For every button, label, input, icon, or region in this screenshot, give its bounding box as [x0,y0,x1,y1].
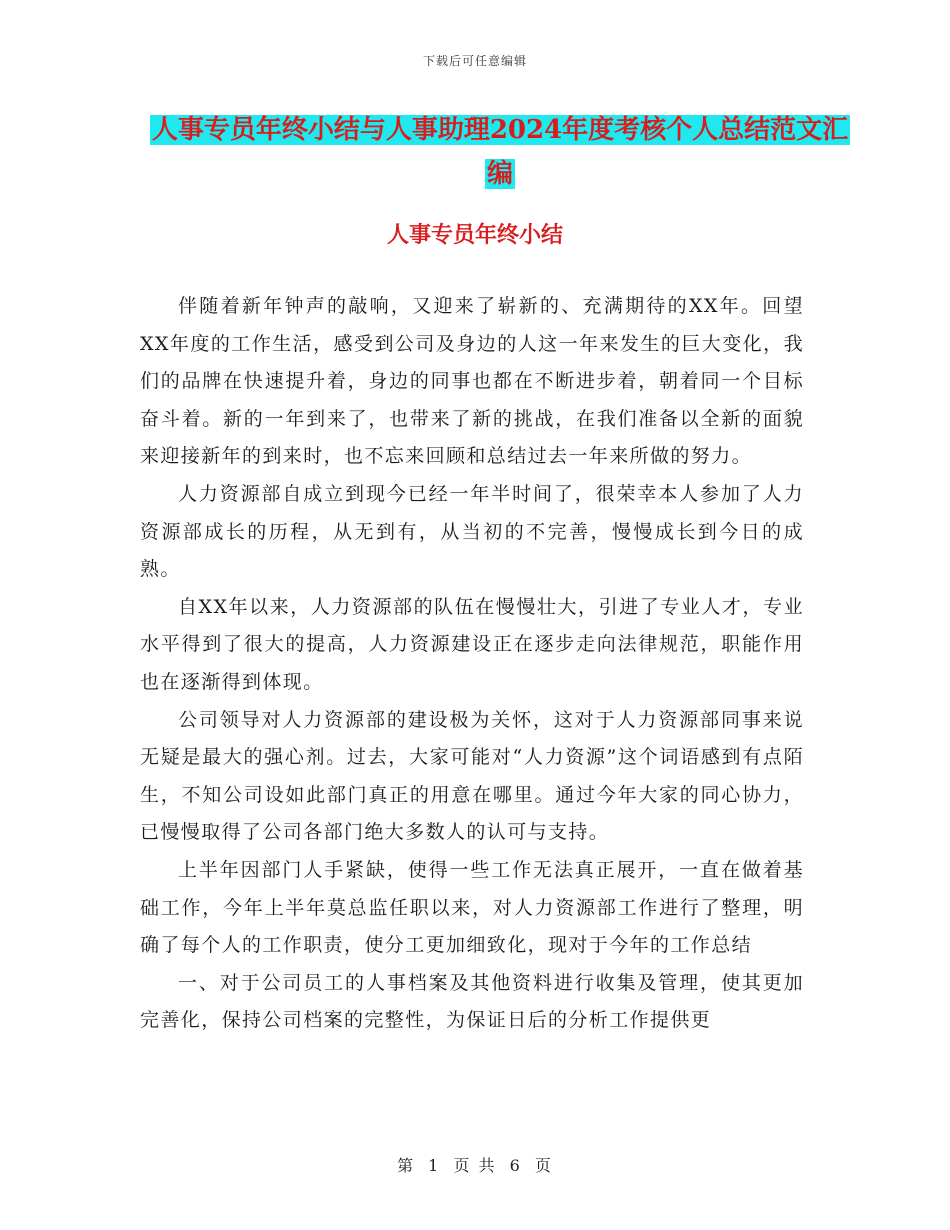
document-body [140,288,804,1040]
footer-middle: 页 共 [453,1156,497,1175]
header-note: 下载后可任意编辑 [422,54,527,68]
paragraph-4: 公司领导对人力资源部的建设极为关怀，这对于人力资源部同事来说无疑是最大的强心剂。过去，大家可能对“人力资源”这个词语感到有点陌生，不知公司设如此部门真正的用意在哪里。通过今年大家的同心协力，已慢慢取得了公司各部门绝大多数人的认可与支持。 [140,708,804,844]
page-footer [0,1153,950,1176]
document-title [140,108,860,196]
footer-total-pages: 6 [509,1156,522,1175]
paragraph-5: 上半年因部门人手紧缺，使得一些工作无法真正展开，一直在做着基础工作，今年上半年莫总监任职以来，对人力资源部工作进行了整理，明确了每个人的工作职责，使分工更加细致化，现对于今年的工作总结 [140,858,804,957]
footer-page-number: 1 [428,1156,441,1175]
paragraph-1: 伴随着新年钟声的敲响，又迎来了崭新的、充满期待的XX年。回望XX年度的工作生活，感受到公司及身边的人这一年来发生的巨大变化，我们的品牌在快速提升着，身边的同事也都在不断进步着，朝着同一个目标奋斗着。新的一年到来了，也带来了新的挑战，在我们准备以全新的面貌来迎接新年的到来时，也不忘来回顾和总结过去一年来所做的努力。 [140,295,804,468]
footer-suffix: 页 [534,1156,553,1175]
section-title: 人事专员年终小结 [386,222,563,248]
paragraph-3: 自XX年以来，人力资源部的队伍在慢慢壮大，引进了专业人才，专业水平得到了很大的提高，人力资源建设正在逐步走向法律规范，职能作用也在逐渐得到体现。 [140,595,804,693]
document-title-text: 人事专员年终小结与人事助理2024年度考核个人总结范文汇编 [151,115,849,189]
footer-prefix: 第 [397,1156,416,1175]
paragraph-2: 人力资源部自成立到现今已经一年半时间了，很荣幸本人参加了人力资源部成长的历程，从无到有，从当初的不完善，慢慢成长到今日的成熟。 [140,482,804,581]
paragraph-6: 一、对于公司员工的人事档案及其他资料进行收集及管理，使其更加完善化，保持公司档案的完整性，为保证日后的分析工作提供更 [140,971,804,1032]
